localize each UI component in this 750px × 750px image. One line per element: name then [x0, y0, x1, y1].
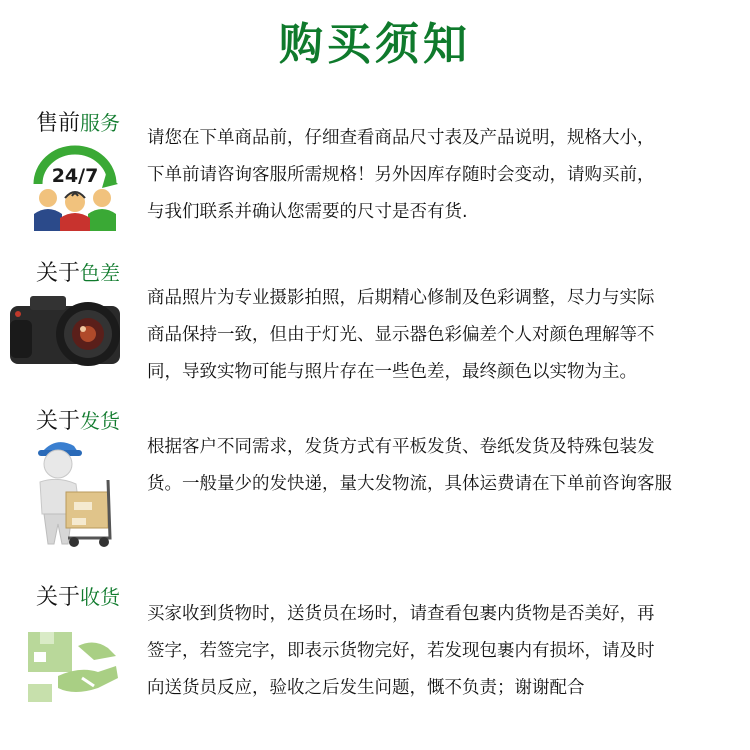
package-receive-icon: [24, 626, 124, 706]
body-line: 与我们联系并确认您需要的尺寸是否有货.: [147, 202, 468, 222]
body-line: 向送货员反应，验收之后发生问题，慨不负责；谢谢配合: [147, 678, 585, 698]
body-line: 商品保持一致，但由于灯光、显示器色彩偏差个人对颜色理解等不: [147, 325, 655, 345]
label-black: 关于: [36, 261, 81, 286]
section-label: [36, 580, 120, 611]
page-title: 购买须知: [279, 19, 471, 70]
body-line: 商品照片为专业摄影拍照，后期精心修制及色彩调整，尽力与实际: [147, 288, 655, 308]
label-green: 色差: [80, 261, 121, 285]
label-black: 关于: [36, 409, 81, 434]
body-line: 下单前请咨询客服所需规格！另外因库存随时会变动，请购买前，: [147, 165, 655, 185]
body-line: 签字，若签完字，即表示货物完好，若发现包裹内有损坏，请及时: [147, 641, 655, 661]
body-line: 同，导致实物可能与照片存在一些色差，最终颜色以实物为主。: [147, 362, 637, 382]
section-body: [147, 120, 747, 231]
label-green: 收货: [80, 585, 121, 609]
section-body: [147, 280, 747, 391]
body-line: 根据客户不同需求，发货方式有平板发货、卷纸发货及特殊包装发: [147, 437, 655, 457]
section-label: [36, 106, 120, 137]
label-black: 关于: [36, 585, 81, 610]
label-black: 售前: [36, 111, 81, 136]
section-label: [36, 256, 120, 287]
delivery-man-icon: [22, 432, 122, 550]
body-line: 货。一般量少的发快递，量大发物流，具体运费请在下单前咨询客服: [147, 474, 672, 494]
section-body: [147, 429, 747, 503]
body-line: 请您在下单商品前，仔细查看商品尺寸表及产品说明，规格大小，: [147, 128, 655, 148]
label-green: 服务: [80, 111, 121, 135]
section-label: [36, 404, 120, 435]
label-green: 发货: [80, 409, 121, 433]
camera-icon: [6, 290, 136, 370]
section-body: [147, 596, 747, 707]
body-line: 买家收到货物时，送货员在场时，请查看包裹内货物是否美好，再: [147, 604, 655, 624]
support-24-7-icon: [20, 136, 130, 231]
icon-24-7-text: 24/7: [51, 165, 99, 187]
